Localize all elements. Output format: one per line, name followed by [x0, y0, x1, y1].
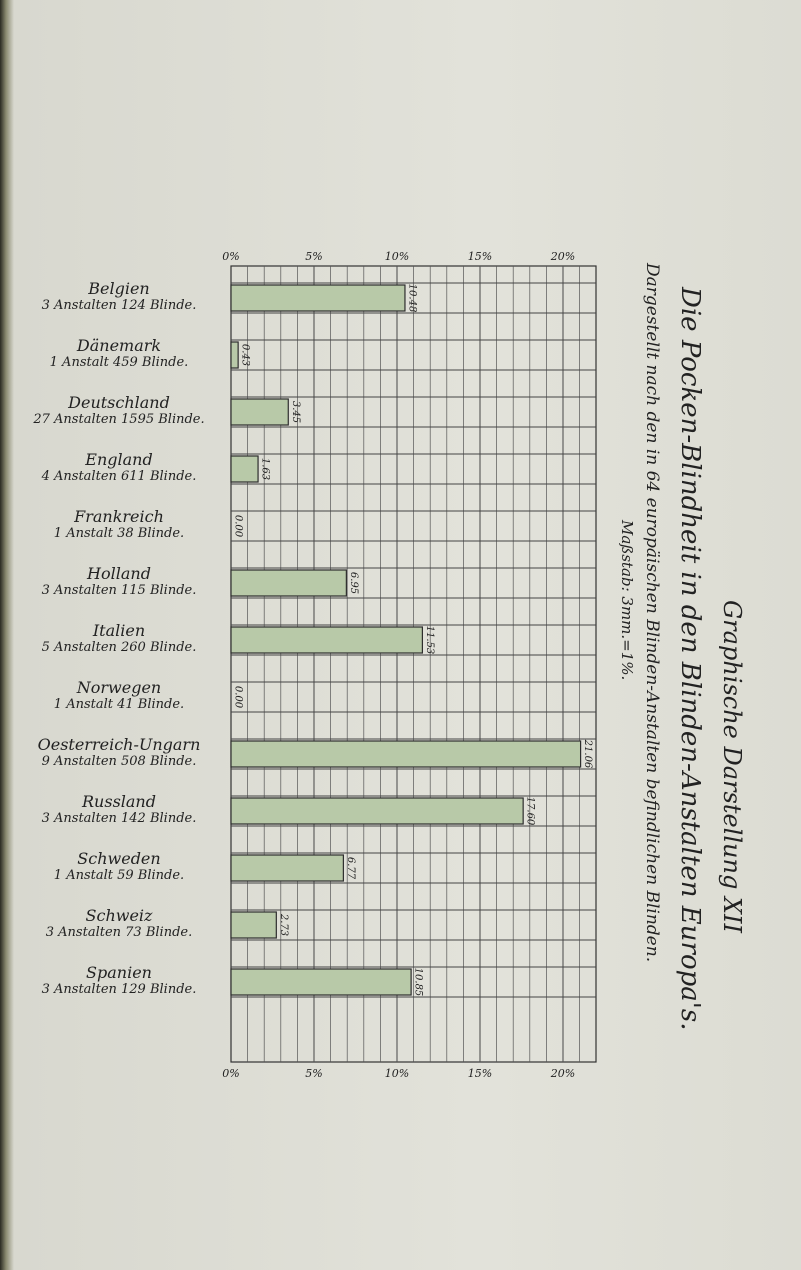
- bar: [231, 456, 258, 482]
- institution-detail: 3 Anstalten 124 Blinde.: [41, 298, 197, 313]
- institution-detail: 1 Anstalt 59 Blinde.: [53, 868, 185, 883]
- country-name: Spanien: [86, 963, 152, 982]
- data-label: 10.48: [406, 283, 418, 313]
- x-tick-label-bottom: 0%: [222, 1067, 240, 1080]
- data-label: 17.60: [524, 796, 536, 826]
- institution-detail: 9 Anstalten 508 Blinde.: [41, 754, 197, 769]
- country-name: Russland: [82, 792, 156, 811]
- country-name: Dänemark: [76, 336, 162, 355]
- data-label: 0.00: [232, 685, 244, 709]
- x-tick-label-top: 15%: [467, 250, 493, 263]
- country-name: Deutschland: [68, 393, 170, 412]
- institution-detail: 1 Anstalt 459 Blinde.: [49, 355, 189, 370]
- country-name: England: [85, 450, 153, 469]
- institution-detail: 3 Anstalten 115 Blinde.: [41, 583, 197, 598]
- bar: [231, 627, 422, 653]
- data-label: 0.43: [239, 343, 251, 367]
- side-subtitle: Dargestellt nach den in 64 europäischen Blinden-Anstalten befindlichen Blinden.: [642, 263, 662, 963]
- institution-detail: 5 Anstalten 260 Blinde.: [41, 640, 197, 655]
- bar: [231, 570, 346, 596]
- country-name: Belgien: [88, 279, 150, 298]
- bar: [231, 399, 288, 425]
- country-name: Holland: [87, 564, 151, 583]
- x-tick-label-top: 20%: [550, 250, 576, 263]
- data-label: 6.77: [344, 856, 356, 880]
- institution-detail: 1 Anstalt 38 Blinde.: [53, 526, 185, 541]
- country-name: Oesterreich-Ungarn: [37, 735, 201, 754]
- data-label: 11.53: [423, 625, 435, 655]
- x-tick-label-top: 5%: [305, 250, 323, 263]
- x-tick-label-bottom: 20%: [550, 1067, 576, 1080]
- bar: [231, 342, 238, 368]
- bar: [231, 741, 581, 767]
- data-label: 6.95: [347, 571, 359, 595]
- country-name: Schweden: [77, 849, 161, 868]
- side-title-2: Die Pocken-Blindheit in den Blinden-Anstalten Europa's.: [675, 287, 705, 1031]
- institution-detail: 3 Anstalten 142 Blinde.: [41, 811, 197, 826]
- bar: [231, 969, 411, 995]
- institution-detail: 3 Anstalten 129 Blinde.: [41, 982, 197, 997]
- x-tick-label-bottom: 15%: [467, 1067, 493, 1080]
- side-scale: Maßstab: 3mm.=1%.: [618, 520, 636, 681]
- data-label: 10.85: [412, 967, 424, 997]
- country-name: Schweiz: [85, 906, 153, 925]
- institution-detail: 27 Anstalten 1595 Blinde.: [33, 412, 205, 427]
- bar: [231, 855, 343, 881]
- x-tick-label-bottom: 5%: [305, 1067, 323, 1080]
- institution-detail: 3 Anstalten 73 Blinde.: [45, 925, 193, 940]
- data-label: 1.63: [259, 457, 271, 481]
- side-title-1: Graphische Darstellung XII: [718, 600, 746, 933]
- bar: [231, 285, 405, 311]
- country-name: Italien: [92, 621, 146, 640]
- x-tick-label-top: 10%: [384, 250, 410, 263]
- country-name: Frankreich: [74, 507, 164, 526]
- x-tick-label-top: 0%: [222, 250, 240, 263]
- institution-detail: 1 Anstalt 41 Blinde.: [53, 697, 185, 712]
- bar: [231, 912, 276, 938]
- bar: [231, 798, 523, 824]
- data-label: 0.00: [232, 514, 244, 538]
- country-name: Norwegen: [76, 678, 162, 697]
- data-label: 3.45: [289, 400, 301, 424]
- data-label: 2.73: [277, 913, 289, 937]
- x-tick-label-bottom: 10%: [384, 1067, 410, 1080]
- institution-detail: 4 Anstalten 611 Blinde.: [41, 469, 197, 484]
- data-label: 21.06: [582, 739, 594, 769]
